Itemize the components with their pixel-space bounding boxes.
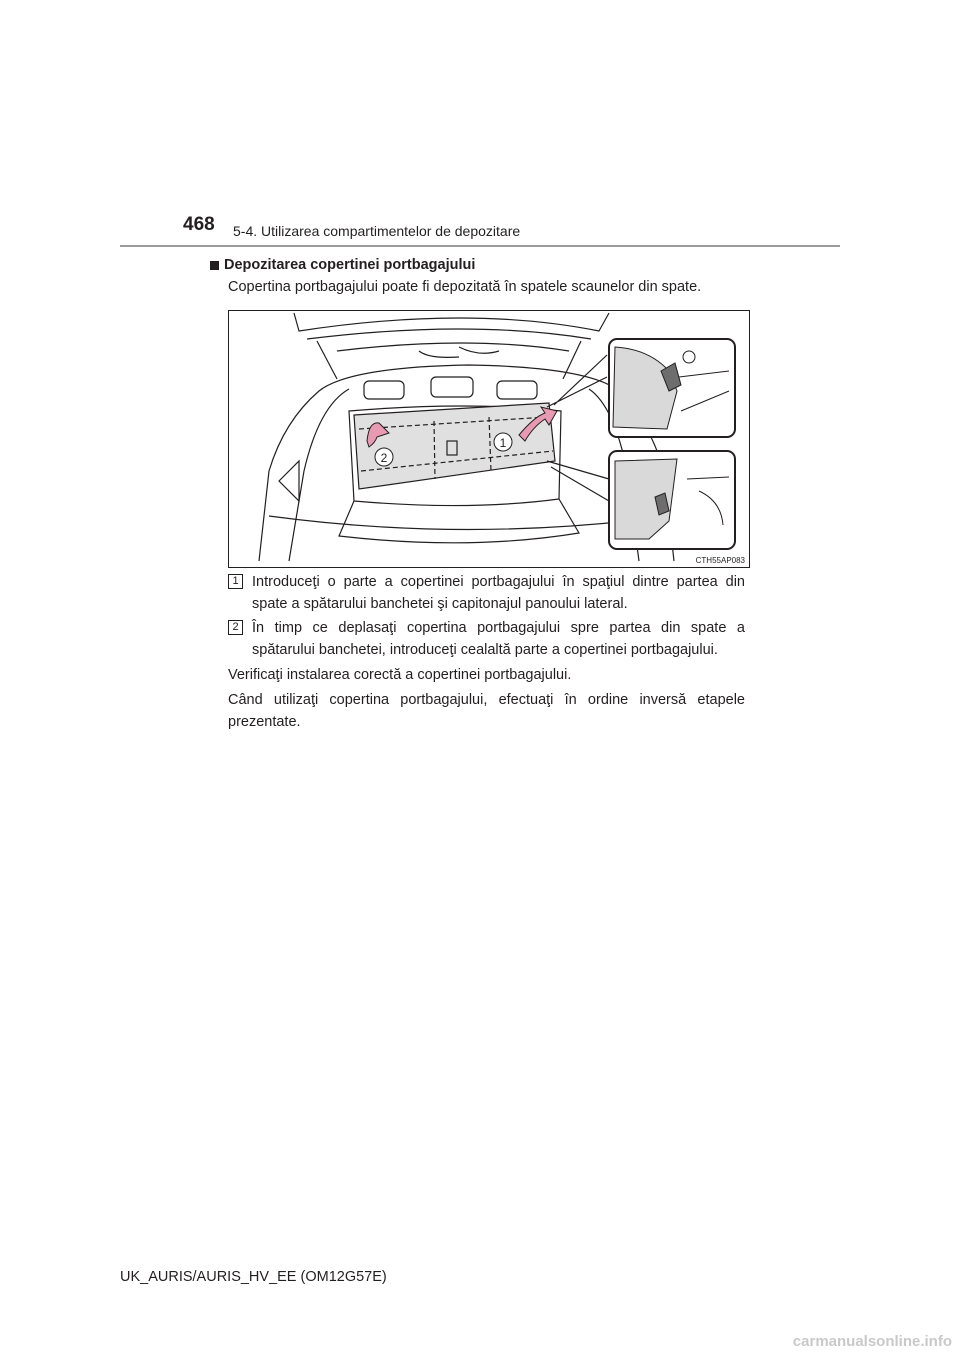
- subsection-heading-text: Depozitarea copertinei portbagajului: [224, 257, 476, 273]
- detail-inset-top: [609, 339, 735, 437]
- header-rule: [120, 245, 840, 247]
- hatchback-trunk-drawing: [229, 311, 749, 567]
- step-1-number: 1: [228, 574, 243, 589]
- section-title: 5-4. Utilizarea compartimentelor de depozitare: [233, 223, 521, 239]
- detail-inset-bottom: [609, 451, 735, 549]
- step-1: [228, 571, 745, 615]
- verification-note: Verificaţi instalarea corectă a copertinei portbagajului.: [228, 667, 572, 683]
- model-code-footer: UK_AURIS/AURIS_HV_EE (OM12G57E): [120, 1269, 387, 1285]
- step-2-text: În timp ce deplasaţi copertina portbagajului spre partea din spate a spătarului banchetei, introduceţi cealaltă parte a copertinei portbagajului.: [252, 620, 745, 658]
- callout-1: 1: [499, 436, 507, 450]
- step-2: [228, 617, 745, 661]
- square-bullet-icon: [210, 261, 219, 270]
- callout-2: 2: [380, 451, 388, 465]
- reverse-order-note: Când utilizaţi copertina portbagajului, efectuaţi în ordine inversă etapele prezentate.: [228, 692, 745, 730]
- subsection-heading: [210, 257, 475, 273]
- step-1-text: Introduceţi o parte a copertinei portbagajului în spaţiul dintre partea din spate a spătarului banchetei şi capitonajul panoului lateral.: [252, 574, 745, 612]
- step-2-number: 2: [228, 620, 243, 635]
- figure-code: CTH55AP083: [695, 556, 745, 565]
- page-number: 468: [183, 214, 215, 235]
- trunk-illustration: [228, 310, 750, 568]
- watermark: carmanualsonline.info: [792, 1333, 952, 1350]
- intro-text: Copertina portbagajului poate fi depozitată în spatele scaunelor din spate.: [228, 279, 702, 295]
